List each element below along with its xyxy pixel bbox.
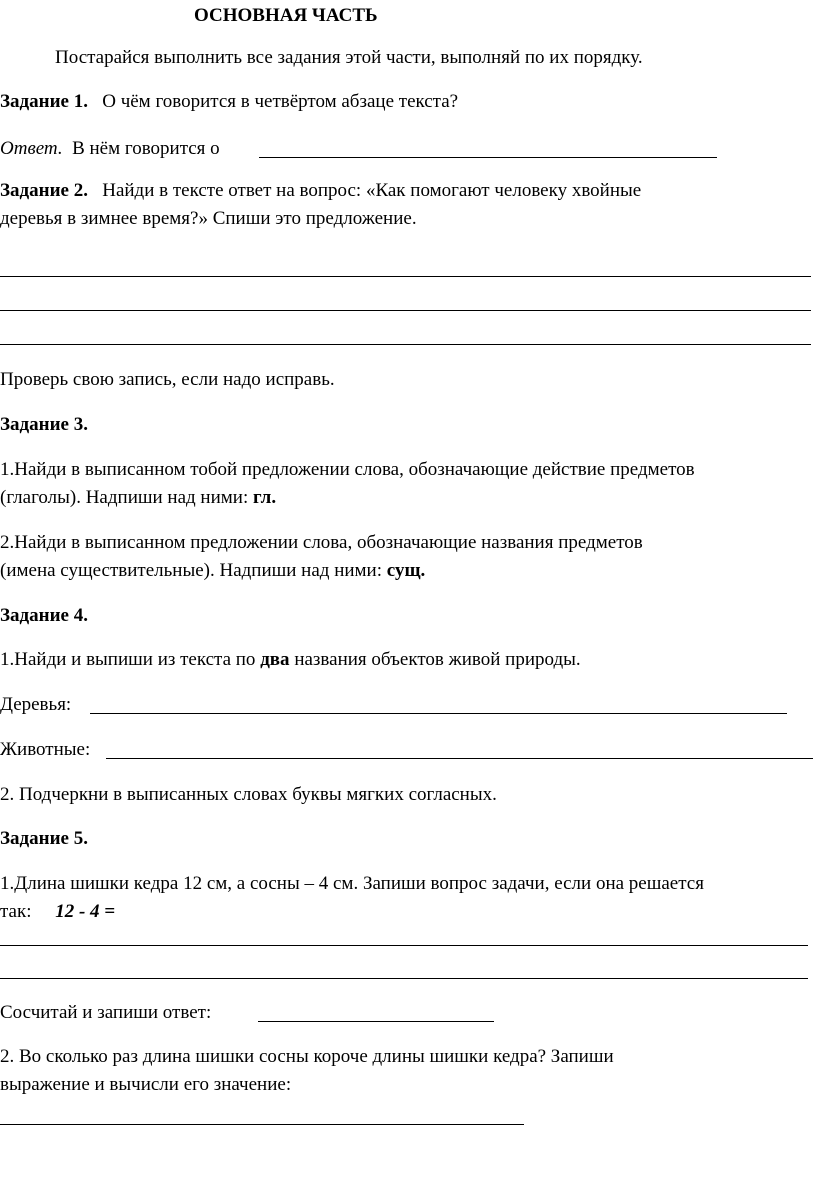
- task4-item2: 2. Подчеркни в выписанных словах буквы мягких согласных.: [0, 784, 497, 805]
- intro-text: Постарайся выполнить все задания этой части, выполняй по их порядку.: [55, 47, 643, 68]
- task3-item1-mark: гл.: [253, 487, 277, 508]
- task2-writing-line[interactable]: [0, 310, 811, 311]
- task5-item1-line1: 1.Длина шишки кедра 12 см, а сосны – 4 см. Запиши вопрос задачи, если она решается: [0, 873, 704, 894]
- section-heading: ОСНОВНАЯ ЧАСТЬ: [194, 5, 378, 26]
- task4-label: Задание 4.: [0, 605, 88, 626]
- animals-answer-line[interactable]: [106, 758, 813, 759]
- task2-writing-line[interactable]: [0, 276, 811, 277]
- task3-item1-line1: 1.Найди в выписанном тобой предложении слова, обозначающие действие предметов: [0, 459, 695, 480]
- task2-writing-line[interactable]: [0, 344, 811, 345]
- task3-item1-line2: [0, 487, 276, 509]
- task3-item2-text: (имена существительные). Надпиши над ними:: [0, 560, 387, 581]
- task5-count-label: Сосчитай и запиши ответ:: [0, 1002, 212, 1023]
- task5-expression: 12 - 4 =: [55, 901, 116, 922]
- task4-item1-pre: 1.Найди и выпиши из текста по: [0, 649, 261, 670]
- task1-answer-label: Ответ.: [0, 138, 63, 159]
- task1-answer-line[interactable]: [259, 157, 717, 158]
- animals-label: Животные:: [0, 739, 91, 760]
- task5-label: Задание 5.: [0, 828, 88, 849]
- task5-item1-line2: [0, 901, 115, 923]
- task2-label: Задание 2.: [0, 180, 88, 201]
- task3-item1-text: (глаголы). Надпиши над ними:: [0, 487, 253, 508]
- task5-writing-line[interactable]: [0, 978, 808, 979]
- task1-question: О чём говорится в четвёртом абзаце текста?: [102, 91, 459, 112]
- task5-item2-line1: 2. Во сколько раз длина шишки сосны короче длины шишки кедра? Запиши: [0, 1046, 614, 1067]
- task3-label: Задание 3.: [0, 414, 88, 435]
- task3-item2-mark: сущ.: [386, 560, 426, 581]
- task3-item2-line2: [0, 560, 425, 582]
- task2-row: [0, 180, 641, 202]
- trees-answer-line[interactable]: [90, 713, 787, 714]
- trees-label: Деревья:: [0, 694, 72, 715]
- task2-check-text: Проверь свою запись, если надо исправь.: [0, 369, 335, 390]
- task2-text-line2: деревья в зимнее время?» Спиши это предложение.: [0, 208, 417, 229]
- task1-label: Задание 1.: [0, 91, 88, 112]
- task1-row: [0, 91, 458, 113]
- task4-item1-post: названия объектов живой природы.: [289, 649, 581, 670]
- task5-expression-line[interactable]: [0, 1124, 524, 1125]
- task5-answer-line[interactable]: [258, 1021, 494, 1022]
- task5-writing-line[interactable]: [0, 945, 808, 946]
- task1-answer-text: В нём говорится о: [72, 138, 220, 159]
- task5-item2-line2: выражение и вычисли его значение:: [0, 1074, 292, 1095]
- task4-item1: [0, 649, 581, 671]
- task1-answer-row: [0, 138, 220, 160]
- task3-item2-line1: 2.Найди в выписанном предложении слова, обозначающие названия предметов: [0, 532, 643, 553]
- task2-text-line1: Найди в тексте ответ на вопрос: «Как помогают человеку хвойные: [102, 180, 642, 201]
- task5-item1-text: так:: [0, 901, 32, 922]
- task4-item1-bold: два: [260, 649, 290, 670]
